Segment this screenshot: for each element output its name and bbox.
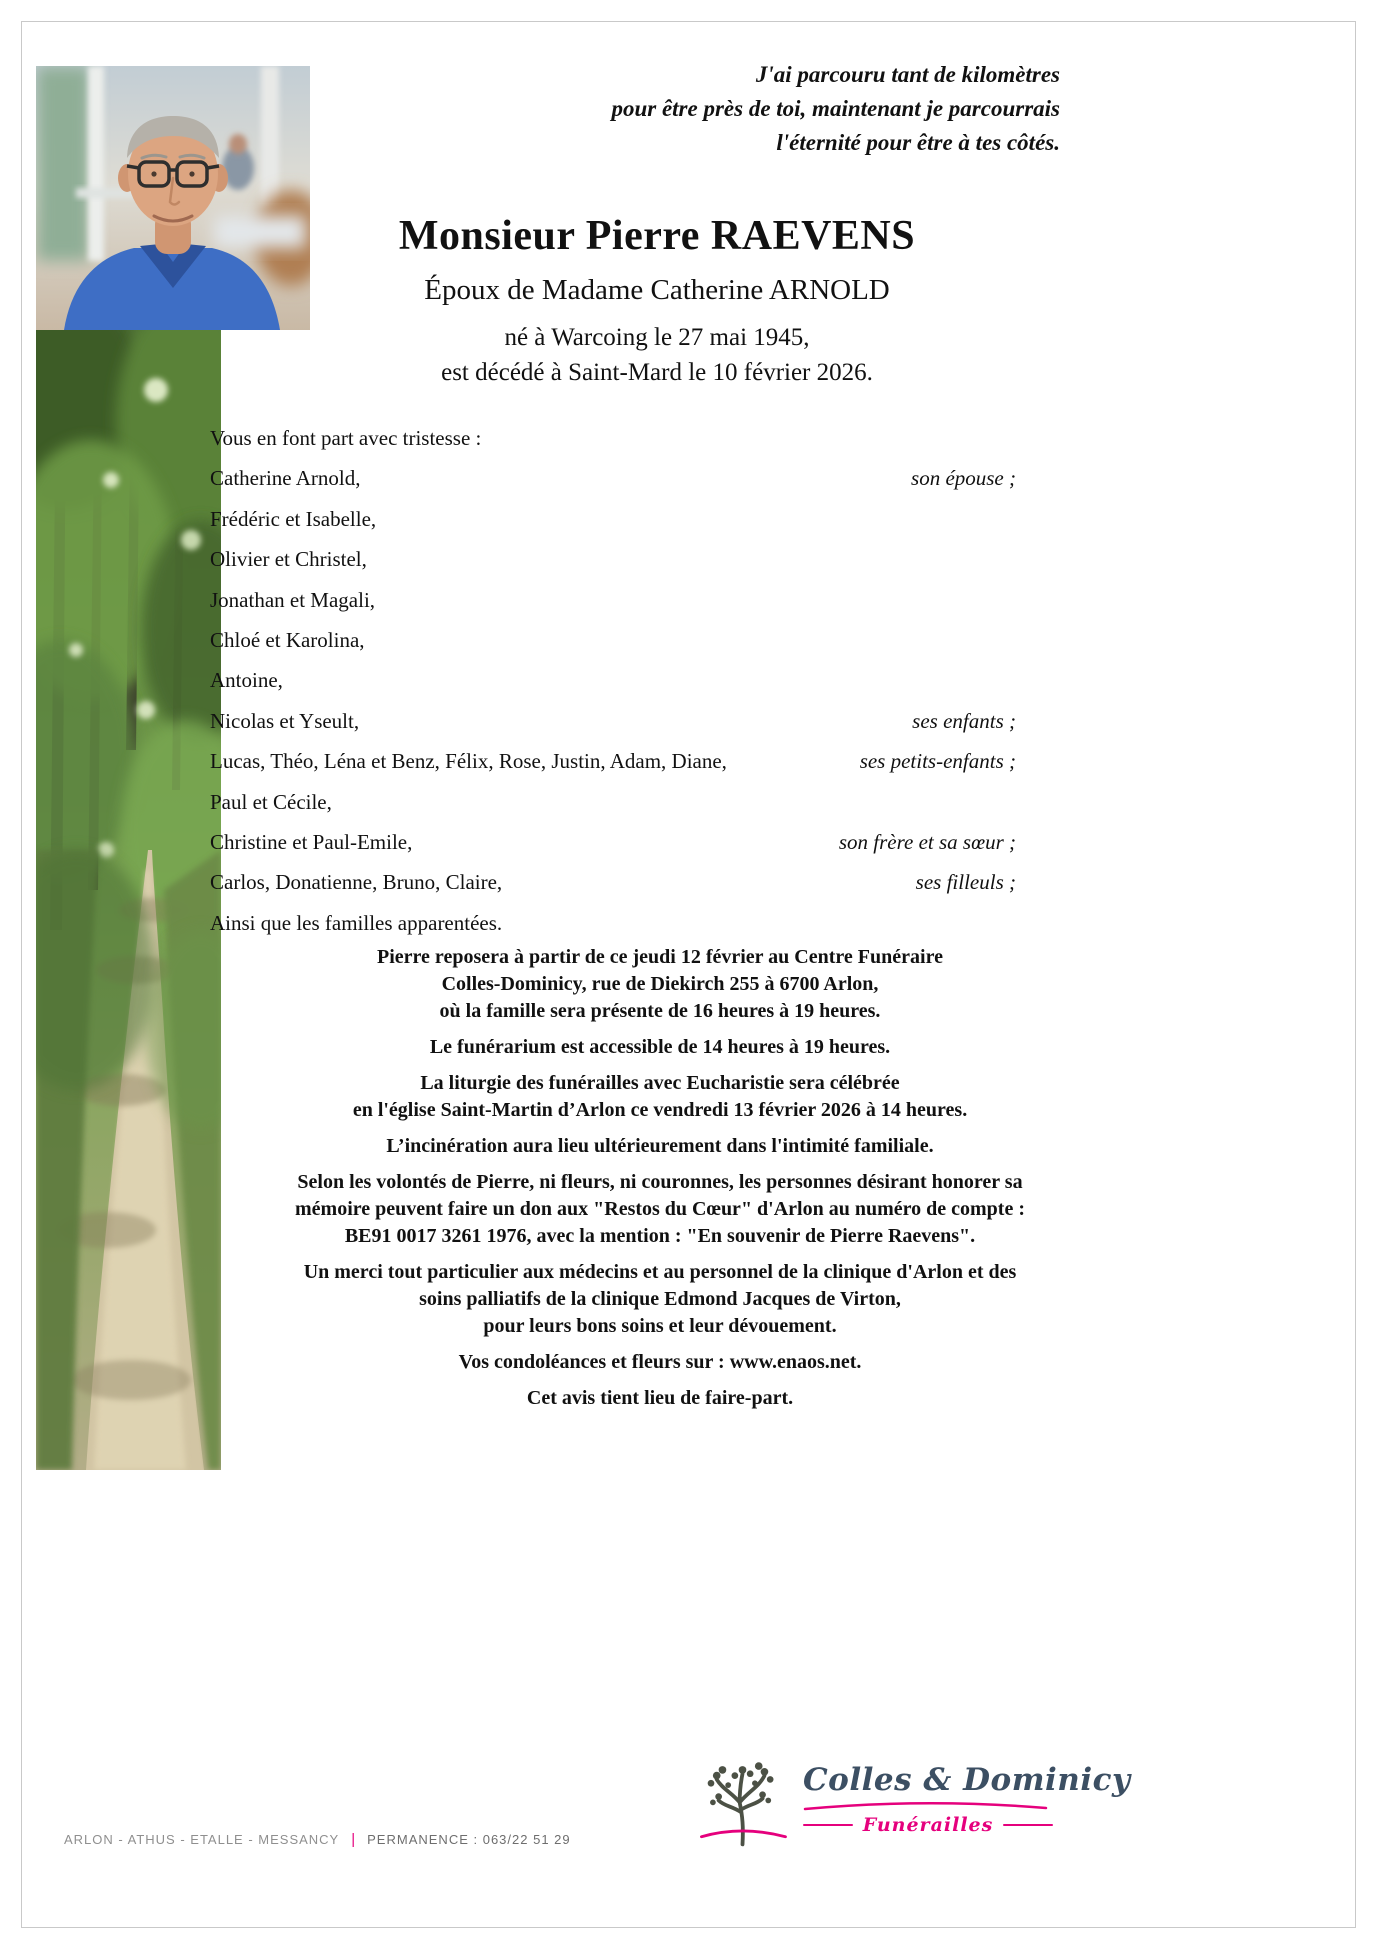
cremation-announcement: L’incinération aura lieu ultérieurement dans l'intimité familiale. [386,1135,934,1157]
death-line: est décédé à Saint-Mard le 10 février 2026. [441,359,873,386]
thanks-announcement: Un merci tout particulier aux médecins et au personnel de la clinique d'Arlon et des soins palliatifs de la clinique Edmond Jacques de Virton, pour leurs bons soins et leur dévouement. [303,1261,1017,1337]
notice-announcement: Cet avis tient lieu de faire-part. [526,1387,794,1409]
family-row [210,458,1016,498]
wake-announcement: Pierre reposera à partir de ce jeudi 12 février au Centre Funéraire Colles-Dominicy, rue de Diekirch 255 à 6700 Arlon, où la famille sera présente de 16 heures à 19 heures. [377,946,943,1022]
donation-announcement: Selon les volontés de Pierre, ni fleurs, ni couronnes, les personnes désirant honorer sa mémoire peuvent faire un don aux "Restos du Cœur" d'Arlon au numéro de compte : BE91 0017 3261 1976, avec la mention : "En souvenir de Pierre Raevens". [295,1171,1025,1247]
family-names: Lucas, Théo, Léna et Benz, Félix, Rose, Justin, Adam, Diane, [210,749,727,774]
brand-swoosh [803,1801,1048,1811]
liturgy-announcement: La liturgie des funérailles avec Eucharistie sera célébrée en l'église Saint-Martin d’Arlon ce vendredi 13 février 2026 à 14 heures. [352,1072,968,1121]
family-relation: ses petits-enfants ; [859,749,1016,774]
family-row [210,660,1016,700]
family-names: Carlos, Donatienne, Bruno, Claire, [210,870,503,895]
family-relation: ses filleuls ; [915,870,1016,895]
brand-subtitle: Funérailles [862,1814,994,1836]
forest-path-photo [36,330,221,1470]
family-row [210,862,1016,902]
memorial-quote: J'ai parcouru tant de kilomètres pour être près de toi, maintenant je parcourrais l'éternité pour être à tes côtés. [611,62,1060,155]
brand-line-right [1003,1824,1053,1827]
family-names: Chloé et Karolina, [210,628,365,653]
birth-line: né à Warcoing le 27 mai 1945, [504,324,810,351]
brand-subtitle-row [803,1814,1053,1836]
announcements [240,944,1080,1421]
header-block [300,212,1014,387]
family-row [210,620,1016,660]
forest-path-illustration [36,330,221,1470]
family-names: Paul et Cécile, [210,789,332,814]
portrait-photo [36,66,310,330]
family-relation: son frère et sa sœur ; [838,830,1016,855]
family-intro: Vous en font part avec tristesse : [210,426,482,450]
footer-locations: ARLON - ATHUS - ETALLE - MESSANCY [64,1832,340,1847]
family-names: Catherine Arnold, [210,466,361,491]
family-relation: ses enfants ; [912,708,1016,733]
family-outro: Ainsi que les familles apparentées. [210,910,503,935]
family-row [210,741,1016,781]
brand-name: Colles & Dominicy [803,1762,1131,1798]
funerarium-hours: Le funérarium est accessible de 14 heures à 19 heures. [429,1036,891,1058]
family-names: Frédéric et Isabelle, [210,506,377,531]
portrait-illustration [36,66,310,330]
family-row [210,539,1016,579]
brand-block [803,1748,1131,1836]
family-row [210,499,1016,539]
family-list [210,418,1016,943]
family-names: Jonathan et Magali, [210,587,376,612]
footer-separator: | [351,1831,356,1848]
family-row [210,701,1016,741]
brand-line-left [803,1824,853,1827]
spouse-line: Époux de Madame Catherine ARNOLD [424,274,890,306]
deceased-name: Monsieur Pierre RAEVENS [398,213,916,259]
footer-contact [64,1831,571,1848]
funeral-home-logo [690,1748,1131,1850]
family-relation: son épouse ; [911,466,1016,491]
tree-icon [690,1748,795,1850]
family-names: Christine et Paul-Emile, [210,830,413,855]
family-names: Antoine, [210,668,283,693]
condolences-announcement: Vos condoléances et fleurs sur : www.enaos.net. [458,1351,862,1373]
family-names: Olivier et Christel, [210,547,367,572]
family-row [210,822,1016,862]
footer-permanence: PERMANENCE : 063/22 51 29 [367,1832,571,1847]
family-row [210,782,1016,822]
family-names: Nicolas et Yseult, [210,708,360,733]
family-row [210,580,1016,620]
